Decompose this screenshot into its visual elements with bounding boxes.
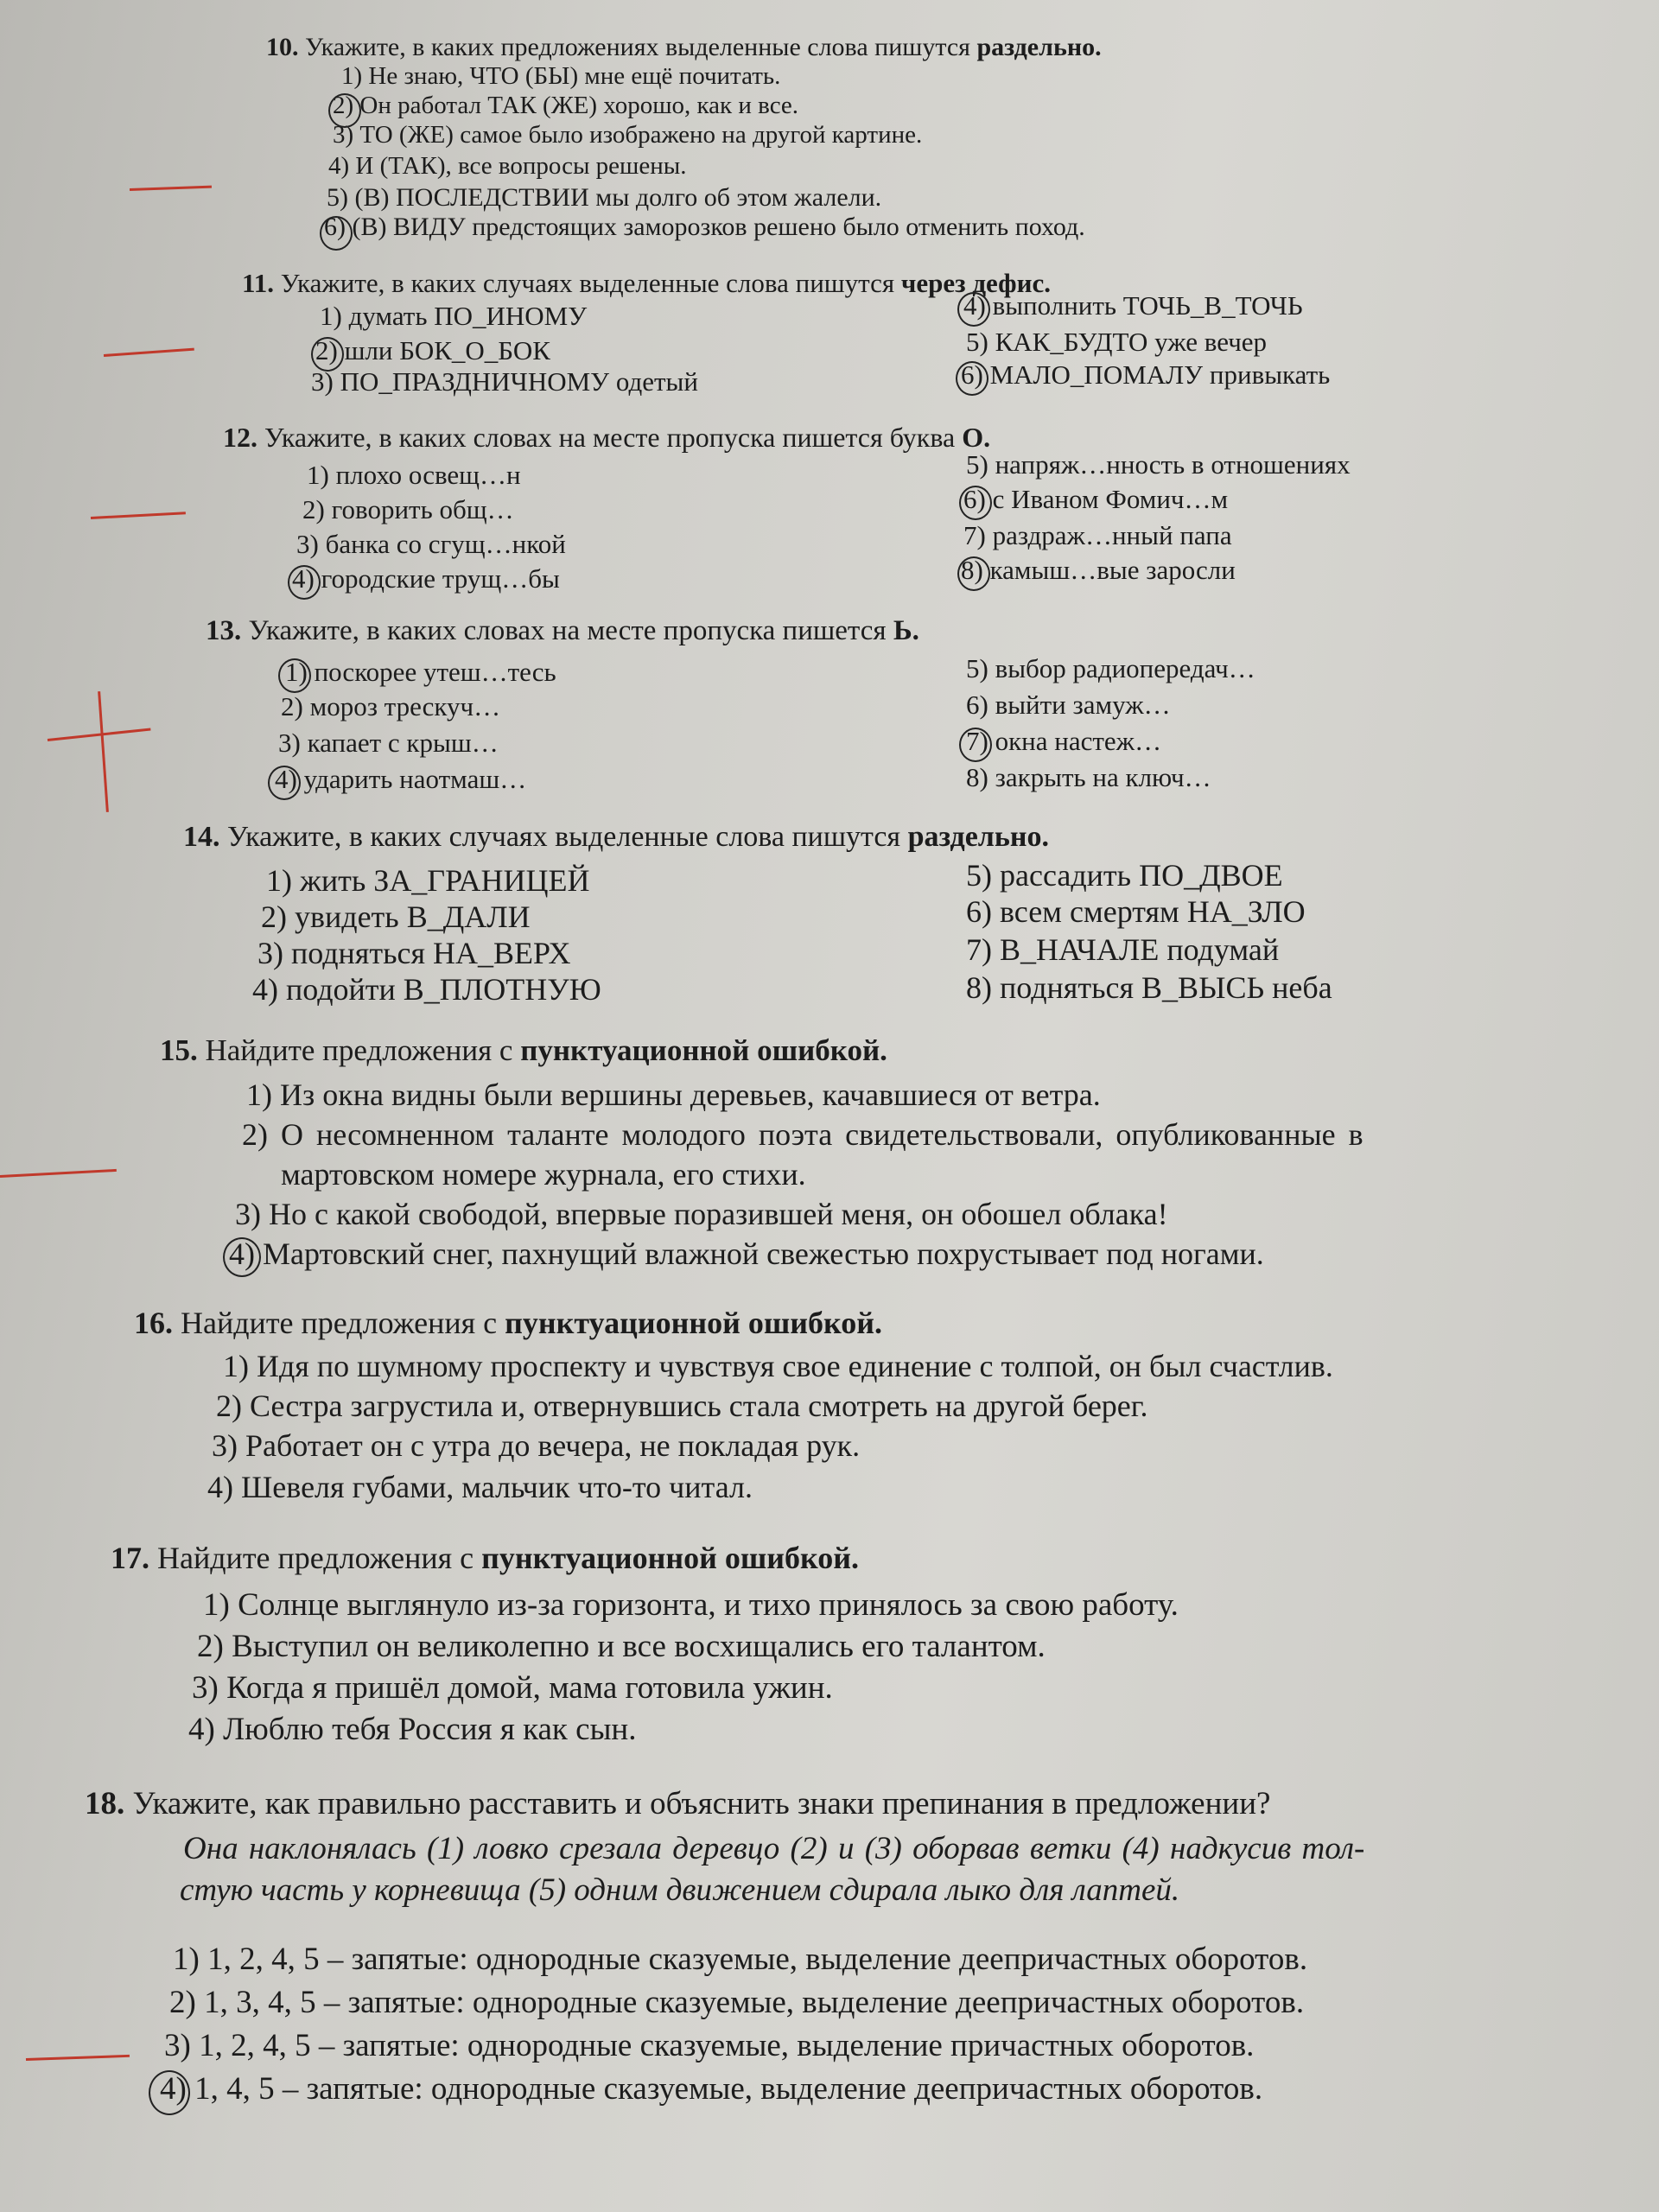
answer-circle-7 — [959, 728, 992, 762]
question-18-title — [85, 1785, 1270, 1822]
answer-circle-2 — [328, 93, 361, 128]
red-pen-dash — [104, 348, 194, 357]
option: 7) раздраж…нный папа — [963, 520, 1232, 550]
question-text: Укажите, в каких словах на месте пропуска пишется — [248, 615, 887, 646]
question-text: Укажите, в каких случаях выделенные слова пишутся — [280, 268, 895, 298]
answer-circle-8 — [957, 556, 990, 591]
option: 3) банка со сгущ…нкой — [296, 529, 566, 559]
question-number: 14. — [183, 821, 220, 853]
red-pen-cross-horizontal — [48, 728, 151, 741]
option: 2) Сестра загрустила и, отвернувшись стала смотреть на другой берег. — [216, 1389, 1148, 1423]
option: 4) Мартовский снег, пахнущий влажной свежестью похрустывает под ногами. — [229, 1236, 1264, 1271]
question-keyword: раздельно. — [976, 33, 1102, 61]
option: 6) МАЛО_ПОМАЛУ привыкать — [961, 359, 1331, 390]
option: 4) Шевеля губами, мальчик что-то читал. — [207, 1470, 753, 1504]
answer-circle-6 — [956, 361, 988, 396]
answer-circle-4 — [223, 1237, 261, 1277]
question-text: Укажите, в каких предложениях выделенные слова пишутся — [305, 33, 970, 61]
red-pen-dash — [0, 1169, 117, 1178]
question-number: 11. — [242, 268, 275, 298]
option: 6) (В) ВИДУ предстоящих заморозков решено было отменить поход. — [324, 213, 1085, 241]
option: 2) шли БОК_О_БОК — [315, 335, 550, 365]
question-keyword: Ь. — [893, 615, 919, 646]
red-pen-dash — [130, 186, 212, 191]
option: 2) мороз трескуч… — [281, 691, 501, 721]
red-pen-dash — [26, 2055, 130, 2061]
option: 5) выбор радиопередач… — [966, 653, 1255, 683]
option: 6) с Иваном Фомич…м — [963, 484, 1229, 514]
option: 4) 1, 4, 5 – запятые: однородные сказуемые, выделение деепричастных оборотов. — [160, 2071, 1263, 2107]
question-13-title — [206, 615, 919, 647]
question-number: 18. — [85, 1786, 125, 1821]
question-number: 16. — [134, 1306, 173, 1340]
question-10-title — [266, 33, 1102, 62]
answer-circle-4 — [288, 565, 321, 600]
option: 3) ПО_ПРАЗДНИЧНОМУ одетый — [311, 366, 698, 397]
option: 1) 1, 2, 4, 5 – запятые: однородные сказуемые, выделение деепричастных оборотов. — [173, 1942, 1308, 1977]
question-keyword: раздельно. — [907, 821, 1049, 853]
answer-circle-4 — [957, 292, 990, 327]
question-text: Укажите, в каких словах на месте пропуска пишется буква — [264, 422, 956, 453]
question-number: 12. — [223, 422, 257, 453]
question-12-title — [223, 422, 990, 454]
option: 4) И (ТАК), все вопросы решены. — [328, 152, 687, 180]
option: 3) 1, 2, 4, 5 – запятые: однородные сказуемые, выделение причастных оборотов. — [164, 2028, 1255, 2063]
option-continued: мартовском номере журнала, его стихи. — [281, 1157, 806, 1192]
answer-circle-4 — [149, 2070, 190, 2115]
option: 8) камыш…вые заросли — [961, 555, 1236, 585]
question-text: Укажите, как правильно расставить и объяснить знаки препинания в предложении? — [132, 1786, 1271, 1821]
question-number: 17. — [111, 1541, 149, 1575]
option: 5) напряж…нность в отношениях — [966, 449, 1351, 480]
task-sentence-line-1: Она наклонялась (1) ловко срезала деревцо (2) и (3) оборвав ветки (4) надкусив тол- — [183, 1831, 1365, 1866]
answer-circle-6 — [959, 486, 992, 520]
question-text: Найдите предложения с — [181, 1306, 498, 1340]
answer-circle-2 — [311, 337, 344, 372]
option: 7) В_НАЧАЛЕ подумай — [966, 932, 1280, 967]
question-text: Найдите предложения с — [157, 1541, 474, 1575]
option: 4) городские трущ…бы — [292, 563, 560, 594]
option: 6) выйти замуж… — [966, 690, 1171, 720]
question-keyword: пунктуационной ошибкой. — [481, 1541, 859, 1575]
option: 1) поскорее утеш…тесь — [285, 657, 556, 687]
question-keyword: пунктуационной ошибкой. — [505, 1306, 882, 1340]
option: 8) закрыть на ключ… — [966, 762, 1211, 792]
question-keyword: пунктуационной ошибкой. — [520, 1033, 887, 1067]
question-15-title — [160, 1033, 887, 1068]
option: 3) подняться НА_ВЕРХ — [257, 936, 571, 970]
option: 2) О несомненном таланте молодого поэта свидетельствовали, опубликованные в — [242, 1117, 1363, 1152]
option: 6) всем смертям НА_ЗЛО — [966, 894, 1306, 929]
option: 5) рассадить ПО_ДВОЕ — [966, 858, 1283, 893]
option: 3) ТО (ЖЕ) самое было изображено на другой картине. — [333, 121, 923, 149]
option: 4) Люблю тебя Россия я как сын. — [188, 1712, 637, 1747]
question-keyword: через дефис. — [900, 268, 1051, 298]
answer-circle-4 — [268, 766, 301, 800]
question-number: 15. — [160, 1033, 198, 1067]
option: 2) 1, 3, 4, 5 – запятые: однородные сказуемые, выделение деепричастных оборотов. — [169, 1985, 1305, 2020]
option: 3) капает с крыш… — [278, 728, 499, 758]
option: 1) Из окна видны были вершины деревьев, качавшиеся от ветра. — [246, 1077, 1101, 1112]
option: 4) подойти В_ПЛОТНУЮ — [252, 972, 601, 1007]
answer-circle-6 — [320, 216, 353, 251]
question-text: Найдите предложения с — [205, 1033, 513, 1067]
question-keyword: О. — [962, 422, 991, 453]
question-16-title — [134, 1305, 882, 1341]
option: 2) Выступил он великолепно и все восхищались его талантом. — [197, 1629, 1046, 1664]
option: 7) окна настеж… — [966, 726, 1162, 756]
question-text: Укажите, в каких случаях выделенные слова пишутся — [227, 821, 901, 853]
question-number: 10. — [266, 33, 299, 61]
question-17-title — [111, 1540, 859, 1576]
option: 1) плохо освещ…н — [307, 460, 521, 490]
option: 5) КАК_БУДТО уже вечер — [966, 327, 1268, 357]
question-14-title — [183, 821, 1049, 854]
option: 3) Когда я пришёл домой, мама готовила ужин. — [192, 1670, 833, 1706]
option: 1) Солнце выглянуло из-за горизонта, и тихо принялось за свою работу. — [203, 1587, 1179, 1623]
option: 4) выполнить ТОЧЬ_В_ТОЧЬ — [963, 290, 1303, 321]
option: 8) подняться В_ВЫСЬ неба — [966, 970, 1332, 1005]
red-pen-dash — [91, 512, 186, 519]
option: 2) увидеть В_ДАЛИ — [261, 899, 531, 934]
option: 5) (В) ПОСЛЕДСТВИИ мы долго об этом жалели. — [327, 183, 882, 212]
option: 1) жить ЗА_ГРАНИЦЕЙ — [266, 863, 590, 898]
option: 2) Он работал ТАК (ЖЕ) хорошо, как и все. — [333, 92, 799, 119]
option: 2) говорить общ… — [302, 494, 514, 524]
task-sentence-line-2: стую часть у корневища (5) одним движением сдирала лыко для лаптей. — [180, 1872, 1180, 1908]
option: 3) Но с какой свободой, впервые поразившей меня, он обошел облака! — [235, 1197, 1168, 1231]
option: 4) ударить наотмаш… — [275, 764, 527, 794]
answer-circle-1 — [278, 658, 311, 693]
question-number: 13. — [206, 615, 242, 646]
option: 1) думать ПО_ИНОМУ — [320, 301, 588, 331]
question-11-title — [242, 268, 1051, 299]
red-pen-cross-vertical — [98, 691, 109, 812]
option: 1) Идя по шумному проспекту и чувствуя свое единение с толпой, он был счастлив. — [223, 1349, 1333, 1383]
option: 1) Не знаю, ЧТО (БЫ) мне ещё почитать. — [341, 62, 781, 90]
option: 3) Работает он с утра до вечера, не покладая рук. — [212, 1428, 861, 1463]
